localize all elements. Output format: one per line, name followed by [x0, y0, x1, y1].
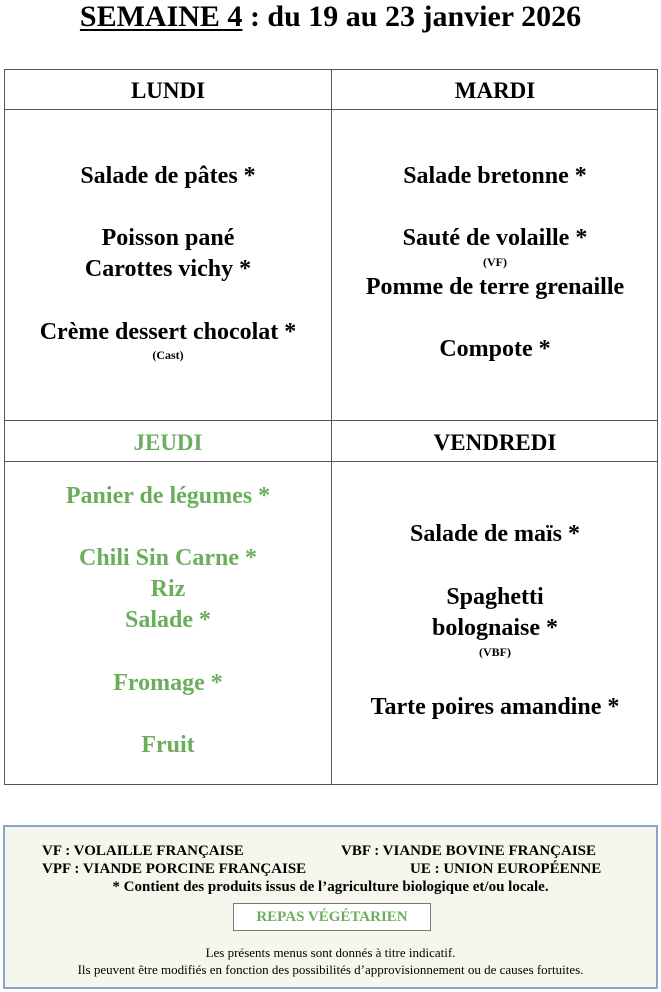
week-label: SEMAINE 4: [79, 0, 243, 33]
day-header-friday: VENDREDI: [433, 430, 557, 455]
legend-vf: VF : VOLAILLE FRANÇAISE: [42, 843, 244, 859]
legend-box: [3, 825, 658, 989]
thursday-dessert: Fruit: [141, 732, 195, 758]
monday-side: Carottes vichy *: [84, 256, 252, 282]
friday-dessert: Tarte poires amandine *: [370, 694, 620, 720]
tuesday-dessert: Compote *: [439, 336, 551, 362]
tuesday-main: Sauté de volaille *: [402, 225, 588, 251]
friday-main-note: (VBF): [479, 645, 511, 659]
day-header-tuesday: MARDI: [454, 78, 536, 103]
legend-organic-note: * Contient des produits issus de l’agriculture biologique et/ou locale.: [112, 879, 549, 895]
thursday-main: Chili Sin Carne *: [78, 545, 258, 571]
week-dates: : du 19 au 23 janvier 2026: [242, 0, 582, 33]
day-header-monday: LUNDI: [130, 78, 206, 103]
disclaimer-line-2: Ils peuvent être modifiés en fonction des possibilités d’approvisionnement ou de causes fortuites.: [77, 962, 584, 977]
thursday-side: Riz: [150, 576, 186, 602]
tuesday-starter: Salade bretonne *: [403, 163, 587, 189]
row-divider: [5, 461, 657, 462]
disclaimer-line-1: Les présents menus sont donnés à titre indicatif.: [205, 945, 456, 960]
menu-table: [4, 69, 658, 785]
friday-starter: Salade de maïs *: [409, 521, 580, 547]
thursday-cheese: Fromage *: [113, 670, 223, 696]
page-title: [0, 0, 661, 34]
thursday-starter: Panier de légumes *: [65, 483, 271, 509]
friday-main-line1: Spaghetti: [446, 584, 544, 610]
monday-dessert-note: (Cast): [152, 348, 184, 362]
monday-main: Poisson pané: [101, 225, 235, 251]
friday-main-line2: bolognaise *: [431, 615, 559, 641]
day-header-thursday: JEUDI: [133, 430, 203, 455]
monday-starter: Salade de pâtes *: [80, 163, 256, 189]
row-divider: [5, 109, 657, 110]
monday-dessert: Crème dessert chocolat *: [39, 319, 297, 345]
tuesday-main-note: (VF): [483, 255, 507, 269]
vegetarian-badge: REPAS VÉGÉTARIEN: [233, 903, 431, 931]
legend-ue: UE : UNION EUROPÉENNE: [410, 861, 602, 877]
thursday-salad: Salade *: [124, 607, 211, 633]
legend-vbf: VBF : VIANDE BOVINE FRANÇAISE: [341, 843, 597, 859]
tuesday-side: Pomme de terre grenaille: [365, 274, 625, 300]
row-divider: [5, 420, 657, 421]
legend-vpf: VPF : VIANDE PORCINE FRANÇAISE: [42, 861, 307, 877]
